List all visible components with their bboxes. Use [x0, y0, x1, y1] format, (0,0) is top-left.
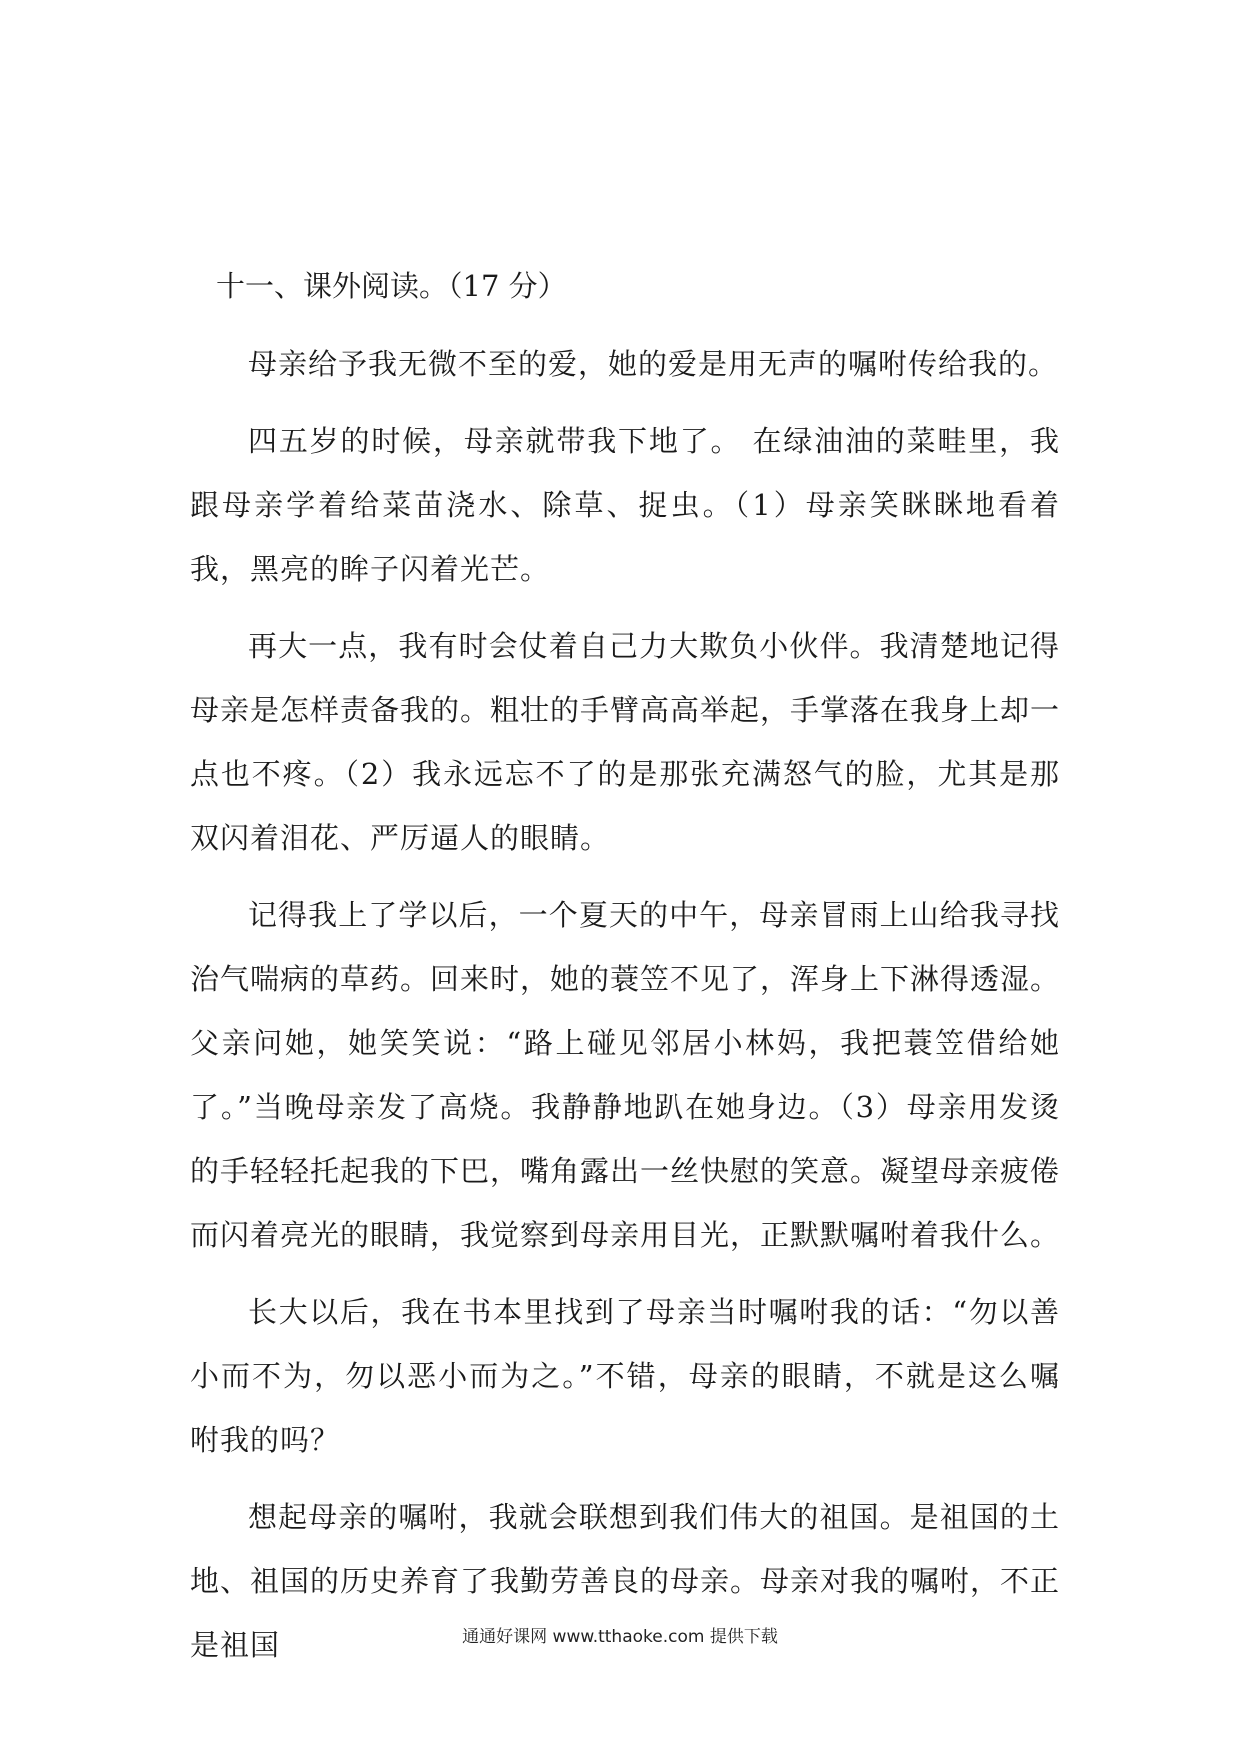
section-heading: 十一、课外阅读。（17 分） [216, 269, 567, 303]
paragraph: 四五岁的时候，母亲就带我下地了。 在绿油油的菜畦里，我跟母亲学着给菜苗浇水、除草、捉虫。（1）母亲笑眯眯地看着我，黑亮的眸子闪着光芒。 [190, 424, 1060, 586]
paragraph: 记得我上了学以后，一个夏天的中午，母亲冒雨上山给我寻找治气喘病的草药。回来时，她的蓑笠不见了，浑身上下淋得透湿。父亲问她，她笑笑说：“路上碰见邻居小林妈，我把蓑笠借给她了。”当晚母亲发了高烧。我静静地趴在她身边。（3）母亲用发烫的手轻轻托起我的下巴，嘴角露出一丝快慰的笑意。凝望母亲疲倦而闪着亮光的眼睛，我觉察到母亲用目光，正默默嘱咐着我什么。 [190, 898, 1061, 1252]
reading-passage [190, 332, 1060, 1690]
page-footer: 通通好课网 www.tthaoke.com 提供下载 [462, 1627, 778, 1647]
paragraph: 再大一点，我有时会仗着自己力大欺负小伙伴。我清楚地记得母亲是怎样责备我的。粗壮的手臂高高举起，手掌落在我身上却一点也不疼。（2）我永远忘不了的是那张充满怒气的脸，尤其是那双闪着泪花、严厉逼人的眼睛。 [190, 629, 1061, 855]
paragraph: 长大以后，我在书本里找到了母亲当时嘱咐我的话：“勿以善小而不为，勿以恶小而为之。”不错，母亲的眼睛，不就是这么嘱咐我的吗？ [190, 1295, 1060, 1457]
paragraph: 母亲给予我无微不至的爱，她的爱是用无声的嘱咐传给我的。 [248, 347, 1059, 381]
paragraph: 想起母亲的嘱咐，我就会联想到我们伟大的祖国。是祖国的土地、祖国的历史养育了我勤劳善良的母亲。母亲对我的嘱咐，不正是祖国 [190, 1500, 1061, 1662]
